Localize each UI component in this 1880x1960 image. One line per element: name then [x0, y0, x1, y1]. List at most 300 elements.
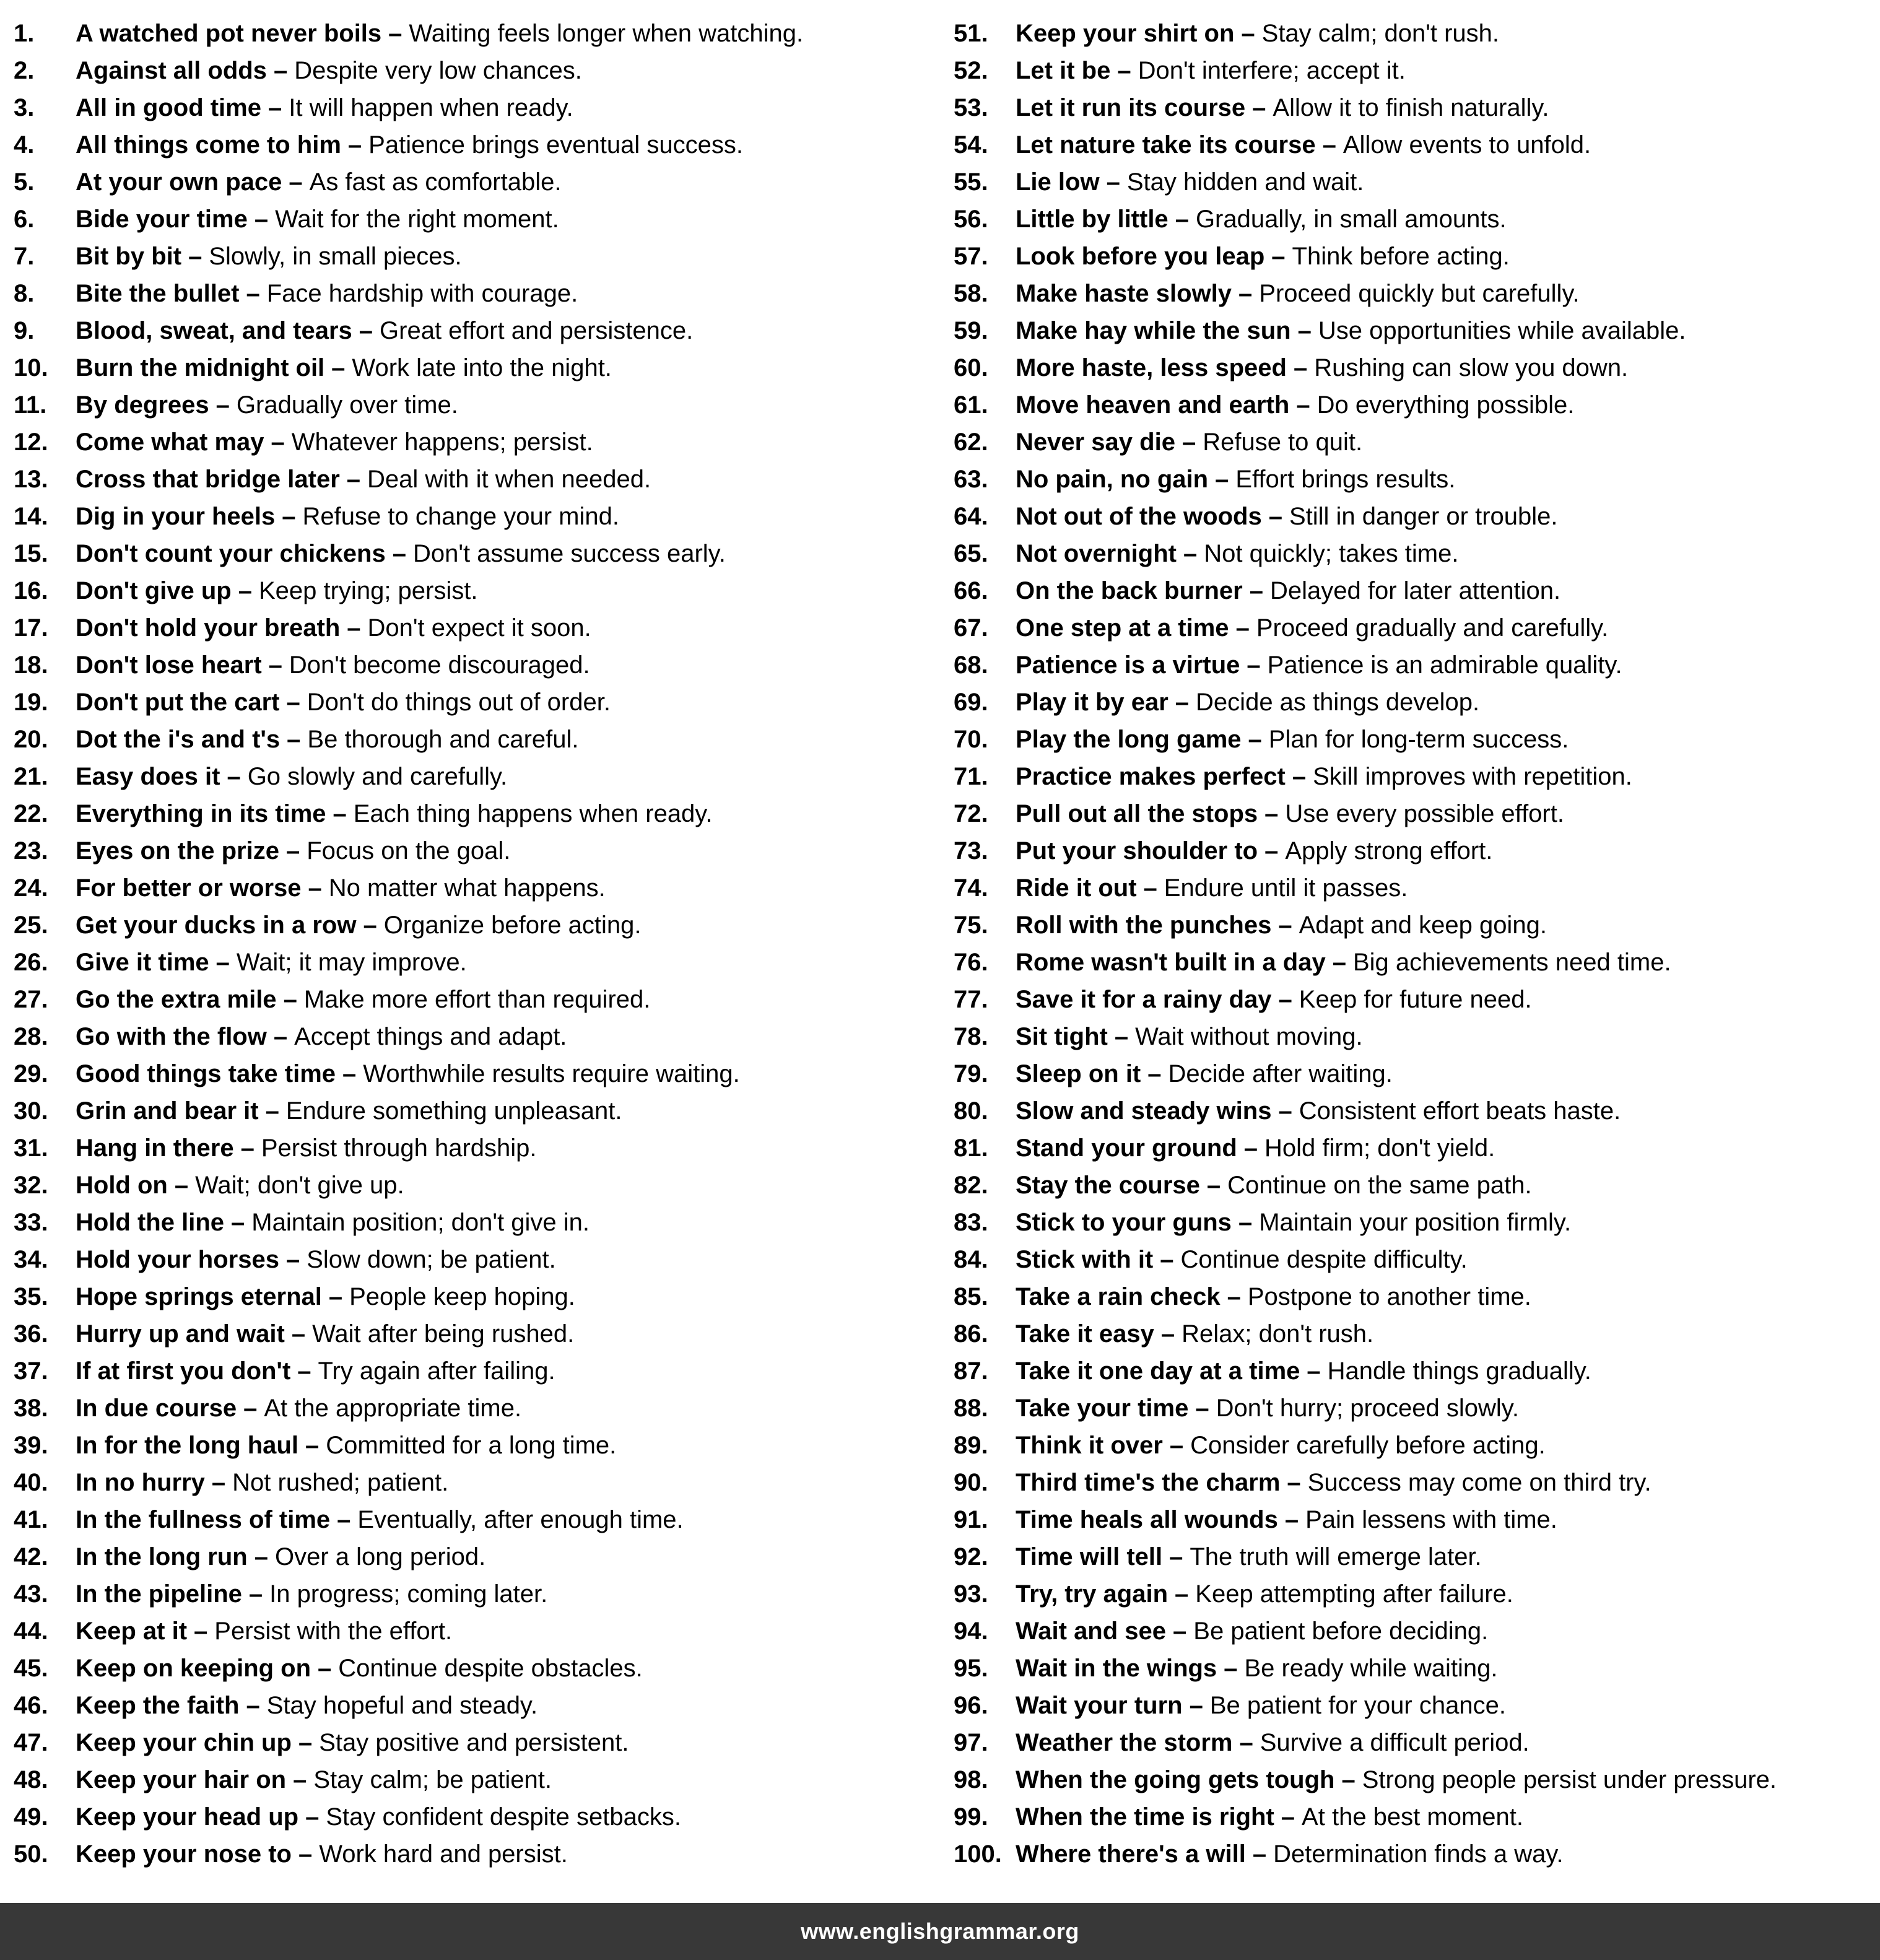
item-number: 57. [954, 243, 988, 270]
item-definition: Despite very low chances. [294, 57, 582, 84]
item-number: 13. [14, 466, 48, 493]
list-item [14, 15, 935, 52]
list-item [14, 424, 935, 461]
item-definition: Each thing happens when ready. [353, 800, 713, 827]
list-item [954, 461, 1875, 498]
item-separator: – [1249, 577, 1263, 604]
item-separator: – [289, 168, 303, 196]
item-idiom: Wait in the wings [1016, 1655, 1217, 1682]
item-idiom: Third time's the charm [1016, 1469, 1281, 1496]
item-idiom: Stick with it [1016, 1246, 1154, 1273]
item-separator: – [265, 1097, 279, 1125]
item-separator: – [305, 1432, 320, 1459]
item-number: 83. [954, 1209, 988, 1236]
list-item [14, 1167, 935, 1204]
list-item [954, 1501, 1875, 1538]
item-idiom: All things come to him [76, 131, 341, 159]
list-item [954, 758, 1875, 795]
item-definition: Make more effort than required. [303, 986, 651, 1013]
list-item [954, 1464, 1875, 1501]
item-definition: Don't become discouraged. [289, 651, 590, 679]
item-idiom: Keep your shirt on [1016, 20, 1235, 47]
item-definition: Worthwhile results require waiting. [363, 1060, 740, 1087]
item-separator: – [298, 1840, 313, 1868]
item-idiom: On the back burner [1016, 577, 1243, 604]
item-number: 62. [954, 429, 988, 456]
list-item [14, 1352, 935, 1390]
item-number: 95. [954, 1655, 988, 1682]
item-separator: – [1235, 614, 1250, 642]
item-number: 39. [14, 1432, 48, 1459]
item-number: 26. [14, 949, 48, 976]
item-idiom: Hope springs eternal [76, 1283, 322, 1310]
item-definition: Keep trying; persist. [258, 577, 478, 604]
list-item [954, 386, 1875, 424]
list-item [14, 386, 935, 424]
list-item [14, 869, 935, 907]
list-item [14, 981, 935, 1018]
list-item [14, 1315, 935, 1352]
item-definition: Great effort and persistence. [380, 317, 694, 344]
item-number: 18. [14, 651, 48, 679]
item-idiom: Bit by bit [76, 243, 182, 270]
list-item [954, 201, 1875, 238]
list-item [954, 498, 1875, 535]
list-item [14, 1761, 935, 1798]
item-idiom: Move heaven and earth [1016, 391, 1290, 419]
item-definition: Be ready while waiting. [1244, 1655, 1498, 1682]
list-item [954, 1055, 1875, 1092]
list-item [954, 1687, 1875, 1724]
item-definition: In progress; coming later. [269, 1580, 548, 1608]
item-definition: Do everything possible. [1316, 391, 1575, 419]
item-separator: – [388, 20, 403, 47]
item-number: 84. [954, 1246, 988, 1273]
item-number: 67. [954, 614, 988, 642]
item-separator: – [1227, 1283, 1241, 1310]
list-item [14, 312, 935, 349]
list-item [14, 1018, 935, 1055]
item-separator: – [174, 1172, 189, 1199]
item-number: 17. [14, 614, 48, 642]
list-item [14, 1575, 935, 1613]
list-item [954, 572, 1875, 609]
item-definition: Handle things gradually. [1327, 1357, 1591, 1385]
item-idiom: Rome wasn't built in a day [1016, 949, 1326, 976]
item-separator: – [273, 1023, 288, 1050]
list-item [14, 1687, 935, 1724]
item-number: 44. [14, 1618, 48, 1645]
item-separator: – [188, 243, 202, 270]
item-definition: Relax; don't rush. [1182, 1320, 1374, 1348]
item-separator: – [1307, 1357, 1321, 1385]
item-number: 51. [954, 20, 988, 47]
item-separator: – [1252, 1840, 1267, 1868]
item-idiom: Roll with the punches [1016, 912, 1272, 939]
item-separator: – [1252, 94, 1266, 121]
list-item [954, 795, 1875, 832]
item-definition: Apply strong effort. [1285, 837, 1493, 865]
item-idiom: Let it be [1016, 57, 1111, 84]
item-separator: – [215, 949, 230, 976]
item-number: 41. [14, 1506, 48, 1533]
item-idiom: Hold on [76, 1172, 168, 1199]
item-number: 69. [954, 689, 988, 716]
item-definition: Stay hopeful and steady. [266, 1692, 538, 1719]
item-number: 90. [954, 1469, 988, 1496]
item-idiom: When the going gets tough [1016, 1766, 1335, 1793]
item-number: 87. [954, 1357, 988, 1385]
item-separator: – [1341, 1766, 1356, 1793]
item-number: 16. [14, 577, 48, 604]
item-idiom: Don't hold your breath [76, 614, 341, 642]
item-separator: – [1332, 949, 1346, 976]
list-item [954, 981, 1875, 1018]
item-definition: Continue despite difficulty. [1180, 1246, 1468, 1273]
item-definition: Maintain position; don't give in. [251, 1209, 590, 1236]
item-separator: – [1278, 912, 1292, 939]
list-item [14, 238, 935, 275]
item-number: 5. [14, 168, 35, 196]
item-idiom: Don't lose heart [76, 651, 262, 679]
item-definition: Allow it to finish naturally. [1273, 94, 1549, 121]
item-definition: As fast as comfortable. [309, 168, 562, 196]
item-separator: – [194, 1618, 208, 1645]
item-separator: – [1147, 1060, 1162, 1087]
item-number: 93. [954, 1580, 988, 1608]
list-item [954, 126, 1875, 163]
item-separator: – [337, 1506, 351, 1533]
item-number: 96. [954, 1692, 988, 1719]
item-number: 75. [954, 912, 988, 939]
item-number: 76. [954, 949, 988, 976]
item-number: 40. [14, 1469, 48, 1496]
item-separator: – [1143, 874, 1157, 902]
item-idiom: All in good time [76, 94, 261, 121]
item-idiom: Burn the midnight oil [76, 354, 325, 381]
item-idiom: Make haste slowly [1016, 280, 1232, 307]
item-idiom: Good things take time [76, 1060, 336, 1087]
item-idiom: Take your time [1016, 1395, 1189, 1422]
item-separator: – [1195, 1395, 1209, 1422]
item-idiom: Grin and bear it [76, 1097, 259, 1125]
item-separator: – [1117, 57, 1131, 84]
item-definition: Decide after waiting. [1168, 1060, 1393, 1087]
item-definition: Proceed gradually and carefully. [1256, 614, 1609, 642]
item-idiom: Sit tight [1016, 1023, 1108, 1050]
list-item [954, 1836, 1875, 1873]
list-item [954, 1092, 1875, 1130]
item-number: 33. [14, 1209, 48, 1236]
list-item [14, 647, 935, 684]
item-idiom: Wait your turn [1016, 1692, 1183, 1719]
item-separator: – [1296, 391, 1310, 419]
item-idiom: Keep your chin up [76, 1729, 292, 1756]
item-number: 35. [14, 1283, 48, 1310]
item-number: 4. [14, 131, 35, 159]
item-number: 36. [14, 1320, 48, 1348]
list-item [14, 684, 935, 721]
list-item [954, 1241, 1875, 1278]
item-separator: – [1182, 429, 1196, 456]
item-idiom: Keep your hair on [76, 1766, 287, 1793]
item-definition: Focus on the goal. [307, 837, 511, 865]
item-number: 70. [954, 726, 988, 753]
list-item [954, 609, 1875, 647]
item-definition: Determination finds a way. [1273, 1840, 1564, 1868]
list-item [954, 89, 1875, 126]
item-separator: – [240, 1135, 255, 1162]
item-separator: – [282, 503, 296, 530]
item-separator: – [1206, 1172, 1221, 1199]
item-number: 64. [954, 503, 988, 530]
item-separator: – [1293, 354, 1308, 381]
idiom-column-right [940, 15, 1880, 1903]
item-definition: Consistent effort beats haste. [1299, 1097, 1621, 1125]
item-idiom: Lie low [1016, 168, 1100, 196]
list-item [954, 1018, 1875, 1055]
item-separator: – [318, 1655, 332, 1682]
item-definition: Skill improves with repetition. [1313, 763, 1632, 790]
item-idiom: Don't give up [76, 577, 232, 604]
item-separator: – [1268, 503, 1282, 530]
item-definition: Endure until it passes. [1164, 874, 1408, 902]
list-item [954, 52, 1875, 89]
item-definition: Not quickly; takes time. [1204, 540, 1459, 567]
item-number: 24. [14, 874, 48, 902]
item-number: 21. [14, 763, 48, 790]
item-separator: – [1175, 689, 1190, 716]
item-number: 89. [954, 1432, 988, 1459]
item-number: 37. [14, 1357, 48, 1385]
item-idiom: Put your shoulder to [1016, 837, 1258, 865]
item-number: 97. [954, 1729, 988, 1756]
item-number: 28. [14, 1023, 48, 1050]
list-item [14, 944, 935, 981]
item-separator: – [283, 986, 297, 1013]
list-item [14, 721, 935, 758]
list-item [954, 535, 1875, 572]
list-item [954, 721, 1875, 758]
item-number: 100. [954, 1840, 1002, 1868]
item-idiom: No pain, no gain [1016, 466, 1209, 493]
item-number: 42. [14, 1543, 48, 1570]
list-item [954, 1724, 1875, 1761]
item-separator: – [1189, 1692, 1203, 1719]
item-definition: Decide as things develop. [1196, 689, 1480, 716]
item-definition: Still in danger or trouble. [1289, 503, 1558, 530]
item-definition: Whatever happens; persist. [291, 429, 593, 456]
item-number: 43. [14, 1580, 48, 1608]
item-definition: Refuse to quit. [1203, 429, 1363, 456]
item-number: 59. [954, 317, 988, 344]
item-number: 54. [954, 131, 988, 159]
list-item [14, 1464, 935, 1501]
item-idiom: Patience is a virtue [1016, 651, 1240, 679]
item-number: 6. [14, 206, 35, 233]
list-item [14, 758, 935, 795]
item-definition: Pain lessens with time. [1305, 1506, 1557, 1533]
item-separator: – [215, 391, 230, 419]
item-definition: Stay positive and persistent. [319, 1729, 629, 1756]
list-item [954, 1352, 1875, 1390]
item-definition: Be thorough and careful. [307, 726, 579, 753]
list-item [14, 609, 935, 647]
list-item [954, 1761, 1875, 1798]
item-number: 60. [954, 354, 988, 381]
item-definition: Slowly, in small pieces. [209, 243, 462, 270]
item-idiom: In the fullness of time [76, 1506, 331, 1533]
item-number: 48. [14, 1766, 48, 1793]
item-idiom: Practice makes perfect [1016, 763, 1286, 790]
item-separator: – [331, 354, 346, 381]
item-number: 29. [14, 1060, 48, 1087]
item-separator: – [1281, 1803, 1295, 1831]
list-item [14, 275, 935, 312]
item-idiom: In due course [76, 1395, 237, 1422]
item-definition: Big achievements need time. [1352, 949, 1671, 976]
item-separator: – [246, 1692, 260, 1719]
list-item [14, 1650, 935, 1687]
item-number: 50. [14, 1840, 48, 1868]
list-item [14, 1724, 935, 1761]
item-definition: Don't interfere; accept it. [1138, 57, 1406, 84]
item-separator: – [211, 1469, 226, 1496]
item-idiom: Slow and steady wins [1016, 1097, 1272, 1125]
item-number: 77. [954, 986, 988, 1013]
item-idiom: More haste, less speed [1016, 354, 1287, 381]
list-item [14, 1613, 935, 1650]
item-number: 79. [954, 1060, 988, 1087]
item-idiom: A watched pot never boils [76, 20, 382, 47]
item-idiom: Hang in there [76, 1135, 234, 1162]
list-item [954, 907, 1875, 944]
item-separator: – [308, 874, 322, 902]
item-idiom: Stand your ground [1016, 1135, 1237, 1162]
item-number: 11. [14, 391, 47, 419]
item-idiom: In for the long haul [76, 1432, 298, 1459]
item-idiom: Stay the course [1016, 1172, 1200, 1199]
item-idiom: Stick to your guns [1016, 1209, 1232, 1236]
list-item [954, 238, 1875, 275]
list-item [14, 461, 935, 498]
list-item [14, 795, 935, 832]
item-separator: – [1238, 1209, 1253, 1236]
footer-bar [0, 1903, 1880, 1960]
item-number: 78. [954, 1023, 988, 1050]
item-definition: Continue despite obstacles. [338, 1655, 643, 1682]
item-separator: – [346, 466, 361, 493]
item-definition: Persist with the effort. [214, 1618, 453, 1645]
item-number: 94. [954, 1618, 988, 1645]
list-item [14, 201, 935, 238]
item-separator: – [333, 800, 347, 827]
item-idiom: Try, try again [1016, 1580, 1168, 1608]
item-definition: At the appropriate time. [264, 1395, 522, 1422]
item-definition: Face hardship with courage. [266, 280, 578, 307]
item-number: 71. [954, 763, 988, 790]
item-definition: No matter what happens. [328, 874, 606, 902]
item-definition: Plan for long-term success. [1268, 726, 1569, 753]
item-idiom: Save it for a rainy day [1016, 986, 1272, 1013]
list-item [14, 1130, 935, 1167]
list-item [14, 1241, 935, 1278]
item-separator: – [246, 280, 260, 307]
item-idiom: In the long run [76, 1543, 248, 1570]
item-separator: – [231, 1209, 245, 1236]
list-item [954, 1278, 1875, 1315]
item-number: 31. [14, 1135, 48, 1162]
item-separator: – [1297, 317, 1312, 344]
item-separator: – [1160, 1246, 1174, 1273]
item-separator: – [291, 1320, 306, 1348]
item-separator: – [287, 726, 301, 753]
list-item [14, 1055, 935, 1092]
item-separator: – [1278, 986, 1292, 1013]
item-idiom: One step at a time [1016, 614, 1229, 642]
item-definition: At the best moment. [1302, 1803, 1523, 1831]
list-item [954, 1204, 1875, 1241]
item-definition: Organize before acting. [383, 912, 642, 939]
item-number: 22. [14, 800, 48, 827]
item-number: 2. [14, 57, 35, 84]
item-definition: Refuse to change your mind. [302, 503, 619, 530]
list-item [14, 52, 935, 89]
list-item [14, 1798, 935, 1836]
item-number: 9. [14, 317, 35, 344]
list-item [14, 1092, 935, 1130]
item-idiom: Wait and see [1016, 1618, 1167, 1645]
item-number: 47. [14, 1729, 48, 1756]
item-idiom: Think it over [1016, 1432, 1163, 1459]
item-idiom: Not out of the woods [1016, 503, 1262, 530]
item-definition: Work late into the night. [352, 354, 612, 381]
item-idiom: Eyes on the prize [76, 837, 279, 865]
item-number: 52. [954, 57, 988, 84]
item-definition: Go slowly and carefully. [247, 763, 508, 790]
item-separator: – [238, 577, 252, 604]
item-idiom: Blood, sweat, and tears [76, 317, 352, 344]
item-definition: Deal with it when needed. [367, 466, 651, 493]
item-definition: Wait; don't give up. [195, 1172, 404, 1199]
item-idiom: Hurry up and wait [76, 1320, 285, 1348]
item-idiom: Play it by ear [1016, 689, 1168, 716]
item-idiom: For better or worse [76, 874, 302, 902]
item-idiom: If at first you don't [76, 1357, 291, 1385]
list-item [954, 349, 1875, 386]
item-definition: Work hard and persist. [319, 1840, 568, 1868]
item-separator: – [268, 94, 282, 121]
item-definition: Patience is an admirable quality. [1267, 651, 1622, 679]
item-separator: – [1215, 466, 1229, 493]
item-idiom: Go the extra mile [76, 986, 277, 1013]
list-item [954, 275, 1875, 312]
item-separator: – [1106, 168, 1120, 196]
item-separator: – [1284, 1506, 1299, 1533]
item-definition: Hold firm; don't yield. [1264, 1135, 1495, 1162]
item-number: 19. [14, 689, 48, 716]
list-item [14, 535, 935, 572]
item-separator: – [1264, 800, 1279, 827]
item-number: 68. [954, 651, 988, 679]
item-definition: Success may come on third try. [1307, 1469, 1652, 1496]
item-idiom: At your own pace [76, 168, 282, 196]
item-number: 63. [954, 466, 988, 493]
item-idiom: By degrees [76, 391, 209, 419]
item-definition: Gradually, in small amounts. [1195, 206, 1507, 233]
item-separator: – [285, 837, 300, 865]
item-idiom: Come what may [76, 429, 264, 456]
